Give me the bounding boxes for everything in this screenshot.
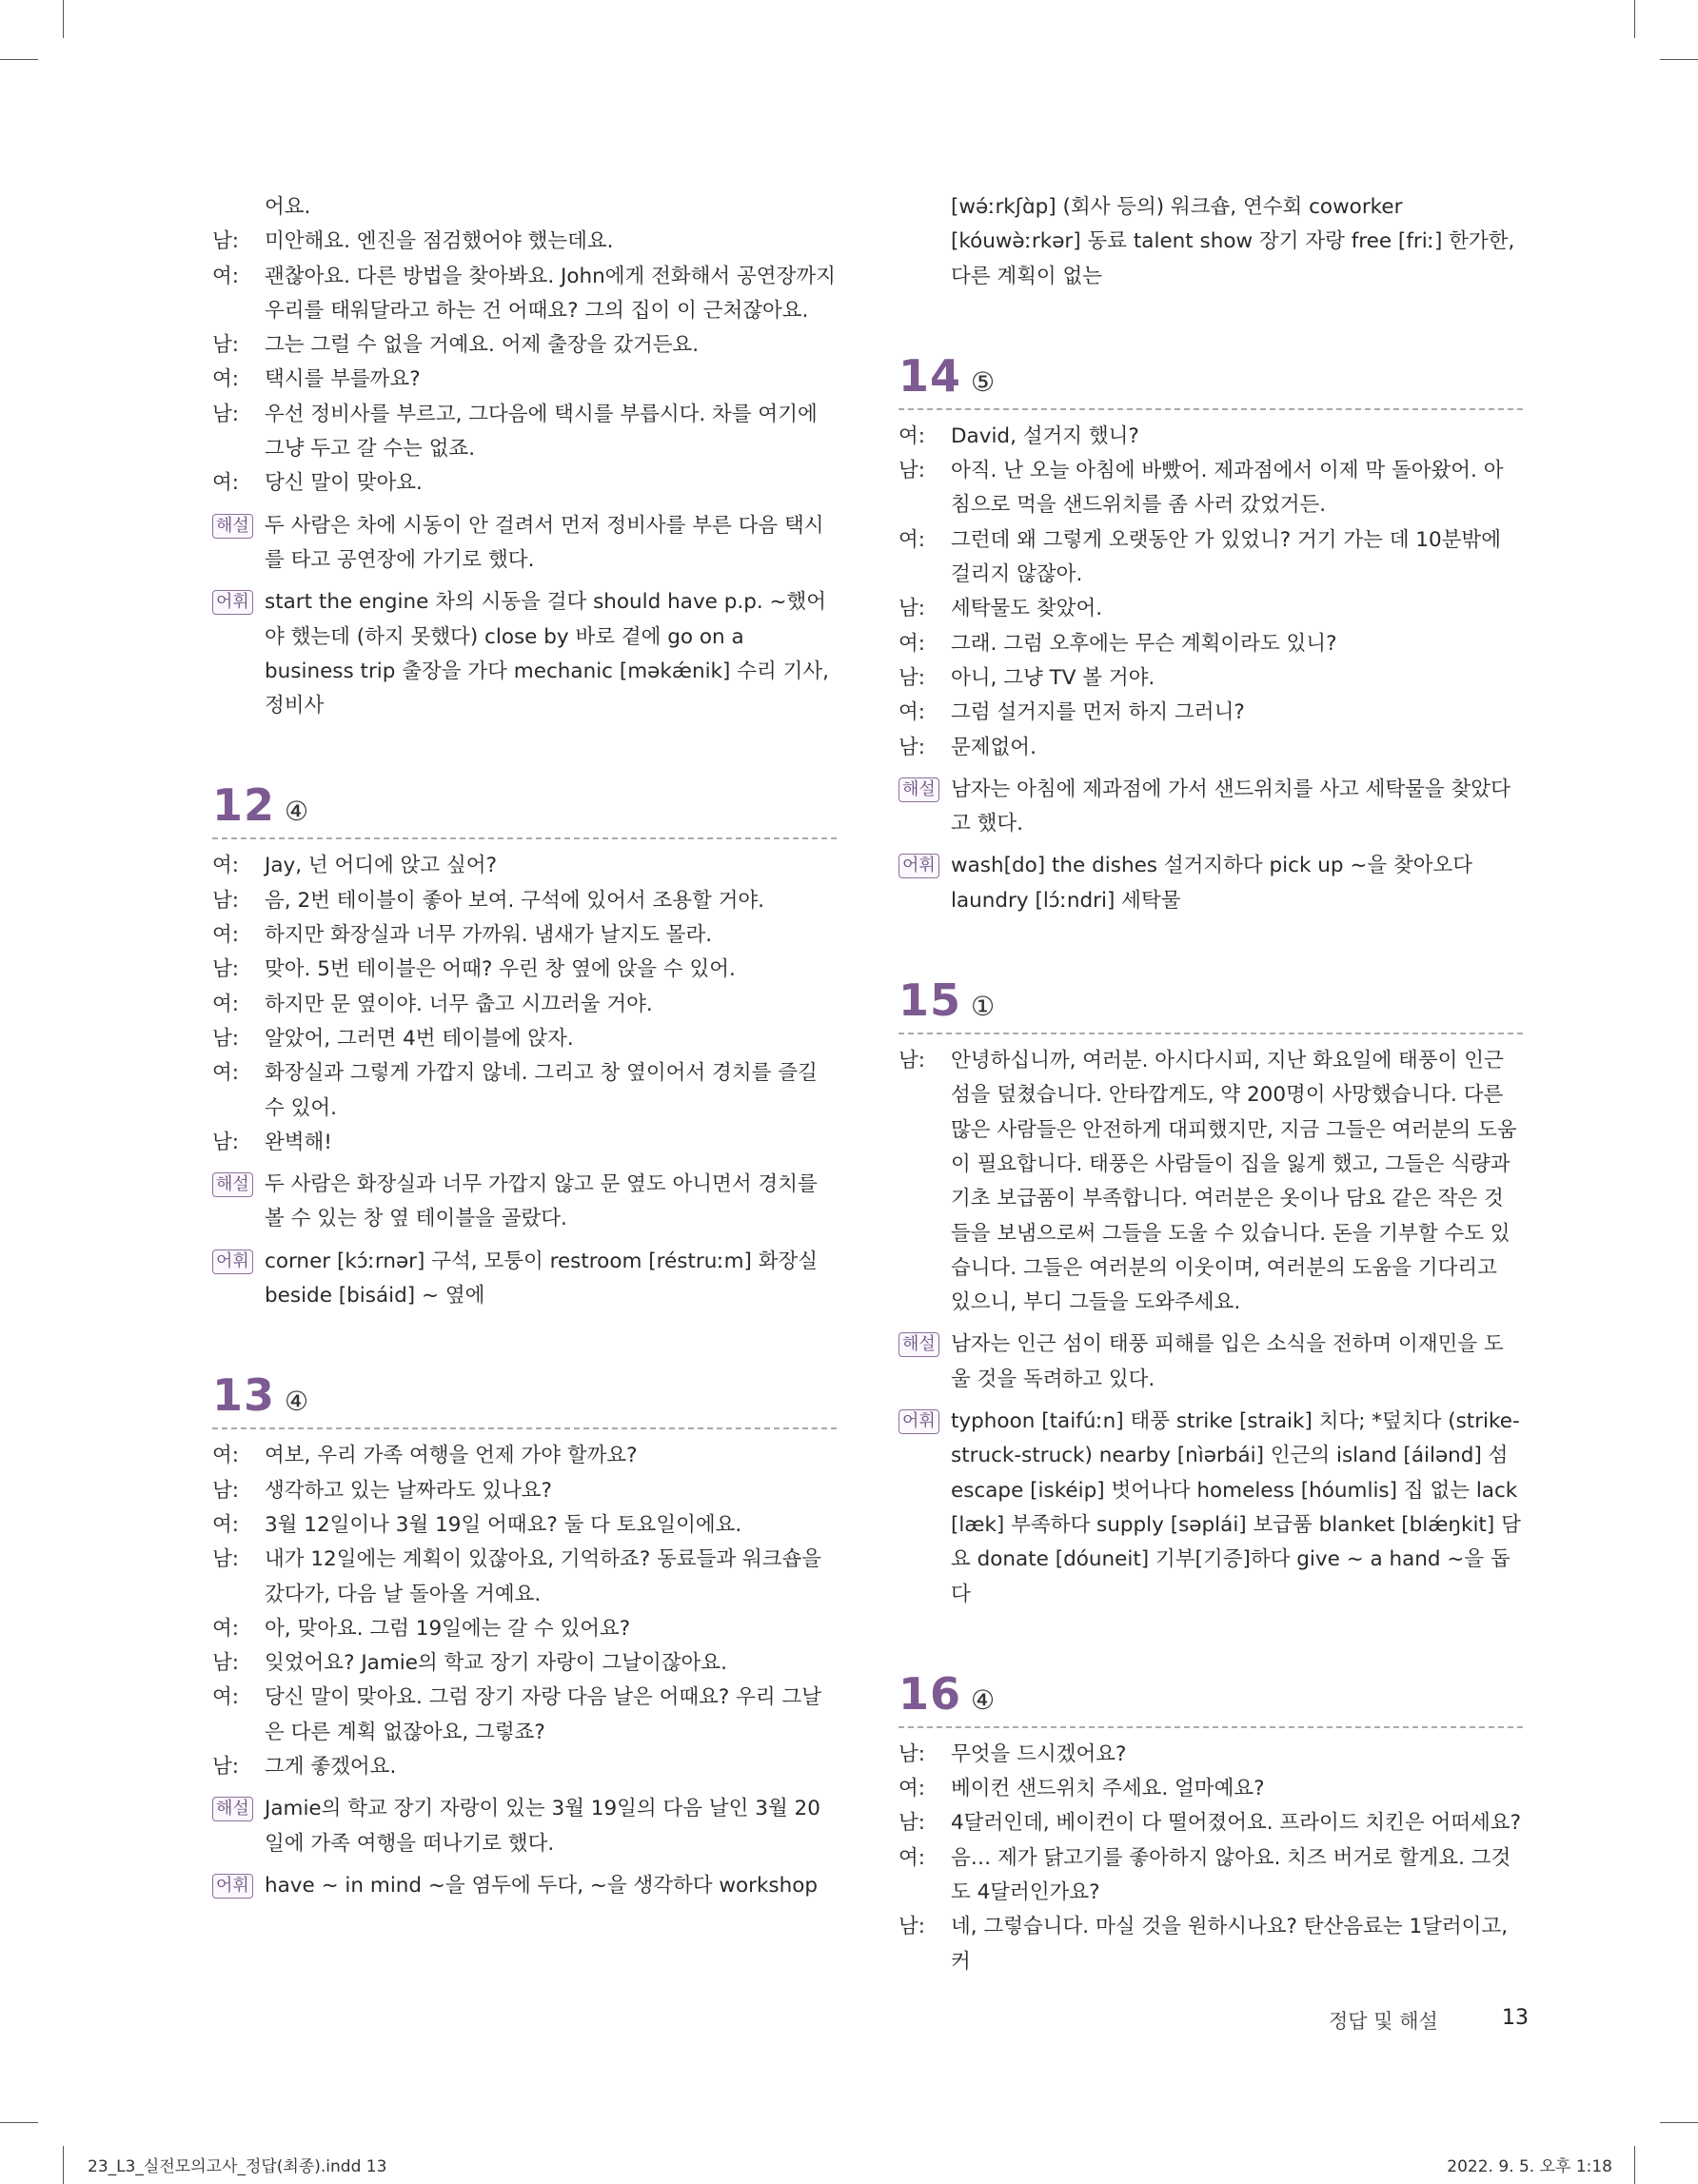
crop-mark <box>1634 2146 1635 2184</box>
speaker-label: 남: <box>898 459 926 483</box>
dialogue-text: 음, 2번 테이블이 좋아 보여. 구석에 있어서 조용할 거야. <box>265 888 765 913</box>
crop-mark <box>1660 59 1698 60</box>
dialogue-line <box>898 1910 1523 1979</box>
answer-mark: ④ <box>971 1683 996 1716</box>
note-block <box>212 1869 837 1903</box>
slug-timestamp: 2022. 9. 5. 오후 1:18 <box>1447 2157 1612 2176</box>
speaker-label: 여: <box>898 1845 926 1870</box>
speaker-label: 남: <box>212 1547 240 1572</box>
dialogue-text: 그게 좋겠어요. <box>265 1754 397 1779</box>
note-block <box>898 849 1523 918</box>
answer-mark: ⑤ <box>971 365 996 398</box>
question-header <box>898 347 1523 404</box>
dialogue-line <box>212 1056 837 1126</box>
dialogue-text: 아니, 그냥 TV 볼 거야. <box>951 665 1155 690</box>
speaker-label: 남: <box>898 1915 926 1939</box>
speaker-label: 남: <box>212 1754 240 1779</box>
page-number: 13 <box>1502 2006 1529 2030</box>
speaker-label: 남: <box>212 1651 240 1676</box>
speaker-label: 여: <box>898 700 926 725</box>
speaker-label: 여: <box>212 1512 240 1537</box>
question-number: 16 <box>898 1667 962 1720</box>
note-block <box>898 1328 1523 1397</box>
dialogue-text: 음… 제가 닭고기를 좋아하지 않아요. 치즈 버거로 할게요. 그것도 4달러인가요? <box>951 1845 1511 1904</box>
answer-mark: ④ <box>285 796 309 828</box>
question-number: 12 <box>212 779 276 832</box>
dialogue-line <box>212 1508 837 1543</box>
dialogue-text: David, 설거지 했니? <box>951 423 1139 448</box>
dialogue-text: 택시를 부를까요? <box>265 367 421 392</box>
dialogue-line <box>212 363 837 397</box>
note-label-badge: 해설 <box>212 514 253 539</box>
dialogue-text: 4달러인데, 베이컨이 다 떨어졌어요. 프라이드 치킨은 어떠세요? <box>951 1811 1521 1836</box>
speaker-label: 여: <box>212 1685 240 1710</box>
slug-filename: 23_L3_실전모의고사_정답(최종).indd 13 <box>88 2157 387 2176</box>
dialogue-line <box>898 1806 1523 1840</box>
speaker-label: 여: <box>212 1616 240 1641</box>
speaker-label: 남: <box>212 957 240 982</box>
dialogue-line <box>212 1750 837 1784</box>
speaker-label: 남: <box>212 888 240 913</box>
dialogue-line <box>212 225 837 259</box>
dialogue-line <box>898 523 1523 593</box>
dialogue-text: 세탁물도 찾았어. <box>951 597 1103 621</box>
note-block <box>898 1405 1523 1612</box>
speaker-label: 여: <box>898 631 926 656</box>
dialogue-line <box>898 627 1523 661</box>
dialogue-line <box>212 918 837 953</box>
dialogue-line <box>898 420 1523 454</box>
dialogue-line <box>212 953 837 987</box>
note-label-badge: 어휘 <box>898 1409 939 1434</box>
speaker-label: 남: <box>898 665 926 690</box>
speaker-label: 여: <box>212 367 240 392</box>
dialogue-line <box>212 1543 837 1612</box>
dialogue-line <box>212 398 837 467</box>
dialogue-line <box>212 1612 837 1646</box>
speaker-label: 여: <box>212 471 240 496</box>
note-text: 남자는 인근 섬이 태풍 피해를 입은 소식을 전하며 이재민을 도울 것을 독려하고 있다. <box>951 1332 1504 1391</box>
dialogue-line <box>898 661 1523 696</box>
note-text: 남자는 아침에 제과점에 가서 샌드위치를 사고 세탁물을 찾았다고 했다. <box>951 777 1510 836</box>
speaker-label: 여: <box>212 854 240 878</box>
dialogue-text: 하지만 화장실과 너무 가까워. 냄새가 날지도 몰라. <box>265 923 713 948</box>
question-number: 15 <box>898 974 962 1027</box>
crop-mark <box>0 2122 38 2123</box>
dialogue-text: 화장실과 그렇게 가깝지 않네. 그리고 창 옆이어서 경치를 즐길 수 있어. <box>265 1061 818 1120</box>
speaker-label: 남: <box>212 229 240 254</box>
note-block <box>212 585 837 723</box>
dialogue-text: 괜찮아요. 다른 방법을 찾아봐요. John에게 전화해서 공연장까지 우리를 태워달라고 하는 건 어때요? 그의 집이 이 근처잖아요. <box>265 264 836 323</box>
dialogue-line <box>898 190 1523 294</box>
note-label-badge: 어휘 <box>898 854 939 878</box>
dialogue-text: 알았어, 그러면 4번 테이블에 앉자. <box>265 1026 574 1051</box>
note-block <box>212 1245 837 1314</box>
dialogue-line <box>212 190 837 225</box>
note-label-badge: 해설 <box>898 1332 939 1357</box>
dashed-divider <box>898 1726 1523 1728</box>
question-number: 13 <box>212 1369 276 1422</box>
dialogue-text: 무엇을 드시겠어요? <box>951 1741 1127 1766</box>
dialogue-text: 맞아. 5번 테이블은 어때? 우린 창 옆에 앉을 수 있어. <box>265 957 736 982</box>
crop-mark <box>63 0 64 38</box>
dialogue-line <box>898 592 1523 626</box>
question-header <box>898 1665 1523 1722</box>
speaker-label: 남: <box>898 735 926 759</box>
dialogue-line <box>898 454 1523 523</box>
speaker-label: 여: <box>212 1061 240 1086</box>
speaker-label: 남: <box>212 402 240 426</box>
dialogue-text: [wə́ːrkʃɑ̀p] (회사 등의) 워크숍, 연수회 coworker [kóuwə̀ːrkər] 동료 talent show 장기 자랑 free [friː] 한가한, 다른 계획이 없는 <box>951 195 1515 288</box>
speaker-label: 여: <box>212 264 240 288</box>
dialogue-text: 어요. <box>265 195 311 219</box>
dialogue-line <box>212 1022 837 1056</box>
note-text: start the engine 차의 시동을 걸다 should have p.p. ~했어야 했는데 (하지 못했다) close by 바로 곁에 go on a business trip 출장을 가다 mechanic [məkǽnik] 수리 기사, 정비사 <box>265 590 829 718</box>
dialogue-line <box>212 1474 837 1508</box>
dialogue-line <box>212 1126 837 1160</box>
dialogue-text: Jay, 넌 어디에 앉고 싶어? <box>265 854 497 878</box>
dialogue-text: 아, 맞아요. 그럼 19일에는 갈 수 있어요? <box>265 1616 631 1641</box>
dialogue-text: 그런데 왜 그렇게 오랫동안 가 있었니? 거기 가는 데 10분밖에 걸리지 않잖아. <box>951 527 1501 587</box>
speaker-label: 여: <box>898 527 926 552</box>
note-text: Jamie의 학교 장기 자랑이 있는 3월 19일의 다음 날인 3월 20일에 가족 여행을 떠나기로 했다. <box>265 1797 820 1856</box>
dashed-divider <box>898 1033 1523 1034</box>
note-label-badge: 해설 <box>898 777 939 802</box>
crop-mark <box>1634 0 1635 38</box>
dialogue-text: 당신 말이 맞아요. 그럼 장기 자랑 다음 날은 어때요? 우리 그날은 다른 계획 없잖아요, 그렇죠? <box>265 1685 822 1744</box>
dialogue-line <box>212 849 837 883</box>
speaker-label: 남: <box>898 1741 926 1766</box>
speaker-label: 여: <box>212 923 240 948</box>
speaker-label: 남: <box>898 1049 926 1073</box>
question-header <box>898 972 1523 1029</box>
note-block <box>212 1168 837 1237</box>
question-number: 14 <box>898 349 962 402</box>
dialogue-line <box>898 696 1523 730</box>
note-text: wash[do] the dishes 설거지하다 pick up ~을 찾아오다 laundry [lɔ́ːndri] 세탁물 <box>951 854 1473 913</box>
dialogue-text: 하지만 문 옆이야. 너무 춥고 시끄러울 거야. <box>265 992 653 1016</box>
speaker-label: 여: <box>898 423 926 448</box>
dialogue-text: 내가 12일에는 계획이 있잖아요, 기억하죠? 동료들과 워크숍을 갔다가, 다음 날 돌아올 거예요. <box>265 1547 822 1606</box>
crop-mark <box>0 59 38 60</box>
dashed-divider <box>898 408 1523 410</box>
note-label-badge: 해설 <box>212 1172 253 1197</box>
speaker-label: 남: <box>212 333 240 358</box>
dialogue-line <box>898 731 1523 765</box>
dialogue-text: 우선 정비사를 부르고, 그다음에 택시를 부릅시다. 차를 여기에 그냥 두고 갈 수는 없죠. <box>265 402 818 462</box>
note-block <box>212 1792 837 1861</box>
note-block <box>898 773 1523 842</box>
dialogue-line <box>898 1772 1523 1806</box>
left-column <box>212 190 837 1903</box>
dialogue-line <box>212 466 837 501</box>
dialogue-line <box>212 1681 837 1750</box>
dialogue-line <box>212 1439 837 1473</box>
note-text: 두 사람은 화장실과 너무 가깝지 않고 문 옆도 아니면서 경치를 볼 수 있는 창 옆 테이블을 골랐다. <box>265 1172 818 1231</box>
speaker-label: 남: <box>212 1026 240 1051</box>
dialogue-text: 아직. 난 오늘 아침에 바빴어. 제과점에서 이제 막 돌아왔어. 아침으로 먹을 샌드위치를 좀 사러 갔었거든. <box>951 459 1504 518</box>
dialogue-text: 당신 말이 맞아요. <box>265 471 423 496</box>
question-header <box>212 777 837 834</box>
dialogue-line <box>212 1646 837 1681</box>
speaker-label: 남: <box>898 1811 926 1836</box>
dialogue-text: 문제없어. <box>951 735 1037 759</box>
dialogue-line <box>212 260 837 329</box>
note-text: 두 사람은 차에 시동이 안 걸려서 먼저 정비사를 부른 다음 택시를 타고 공연장에 가기로 했다. <box>265 513 824 572</box>
dialogue-text: 그는 그럴 수 없을 거예요. 어제 출장을 갔거든요. <box>265 333 700 358</box>
note-label-badge: 어휘 <box>212 1874 253 1899</box>
dialogue-text: 3월 12일이나 3월 19일 어때요? 둘 다 토요일이에요. <box>265 1512 742 1537</box>
dialogue-line <box>212 988 837 1022</box>
dialogue-text: 베이컨 샌드위치 주세요. 얼마예요? <box>951 1777 1265 1801</box>
dialogue-text: 완벽해! <box>265 1130 332 1154</box>
dialogue-line <box>898 1044 1523 1320</box>
dialogue-line <box>212 328 837 363</box>
note-text: have ~ in mind ~을 염두에 두다, ~을 생각하다 workshop <box>265 1873 819 1898</box>
note-block <box>212 509 837 579</box>
speaker-label: 남: <box>898 597 926 621</box>
dashed-divider <box>212 1427 837 1429</box>
dialogue-text: 여보, 우리 가족 여행을 언제 가야 할까요? <box>265 1444 638 1468</box>
speaker-label: 남: <box>212 1130 240 1154</box>
dialogue-line <box>898 1841 1523 1911</box>
dialogue-line <box>898 1738 1523 1772</box>
speaker-label: 여: <box>212 992 240 1016</box>
dialogue-text: 안녕하십니까, 여러분. 아시다시피, 지난 화요일에 태풍이 인근 섬을 덮쳤습니다. 안타깝게도, 약 200명이 사망했습니다. 다른 많은 사람들은 안전하게 대피했지만, 지금 그들은 여러분의 도움이 필요합니다. 태풍은 사람들이 집을 잃게 했고, 그들은 식량과 기초 보급품이 부족합니다. 여러분은 옷이나 담요 같은 작은 것들을 보냄으로써 그들을 도울 수 있습니다. 돈을 기부할 수도 있습니다. 그들은 여러분의 이웃이며, 여러분의 도움을 기다리고 있으니, 부디 그들을 도와주세요. <box>951 1049 1517 1315</box>
speaker-label: 여: <box>212 1444 240 1468</box>
dialogue-line <box>212 884 837 918</box>
question-header <box>212 1367 837 1424</box>
dialogue-text: 그럼 설거지를 먼저 하지 그러니? <box>951 700 1245 725</box>
dialogue-text: 그래. 그럼 오후에는 무슨 계획이라도 있니? <box>951 631 1337 656</box>
answer-mark: ④ <box>285 1386 309 1418</box>
note-label-badge: 어휘 <box>212 590 253 615</box>
right-column <box>898 190 1523 1979</box>
footer-label: 정답 및 해설 <box>1329 2010 1438 2033</box>
answer-mark: ① <box>971 991 996 1023</box>
dialogue-text: 잊었어요? Jamie의 학교 장기 자랑이 그날이잖아요. <box>265 1651 727 1676</box>
note-text: corner [kɔ́ːrnər] 구석, 모퉁이 restroom [réstruːm] 화장실 beside [bisáid] ~ 옆에 <box>265 1249 819 1308</box>
crop-mark <box>63 2146 64 2184</box>
dashed-divider <box>212 837 837 839</box>
note-text: typhoon [taifúːn] 태풍 strike [straik] 치다; *덮치다 (strike-struck-struck) nearby [nìərbái] 인근의 island [áilənd] 섬 escape [iskéip] 벗어나다 homeless [hóumlis] 집 없는 lack [læk] 부족하다 supply [səplái] 보급품 blanket [blǽŋkit] 담요 donate [dóuneit] 기부[기증]하다 give ~ a hand ~을 돕다 <box>951 1409 1521 1606</box>
dialogue-text: 생각하고 있는 날짜라도 있나요? <box>265 1478 552 1503</box>
note-label-badge: 어휘 <box>212 1249 253 1274</box>
crop-mark <box>1660 2122 1698 2123</box>
note-label-badge: 해설 <box>212 1797 253 1821</box>
dialogue-text: 미안해요. 엔진을 점검했어야 했는데요. <box>265 229 614 254</box>
speaker-label: 남: <box>212 1478 240 1503</box>
speaker-label: 여: <box>898 1777 926 1801</box>
dialogue-text: 네, 그렇습니다. 마실 것을 원하시나요? 탄산음료는 1달러이고, 커 <box>951 1915 1509 1974</box>
